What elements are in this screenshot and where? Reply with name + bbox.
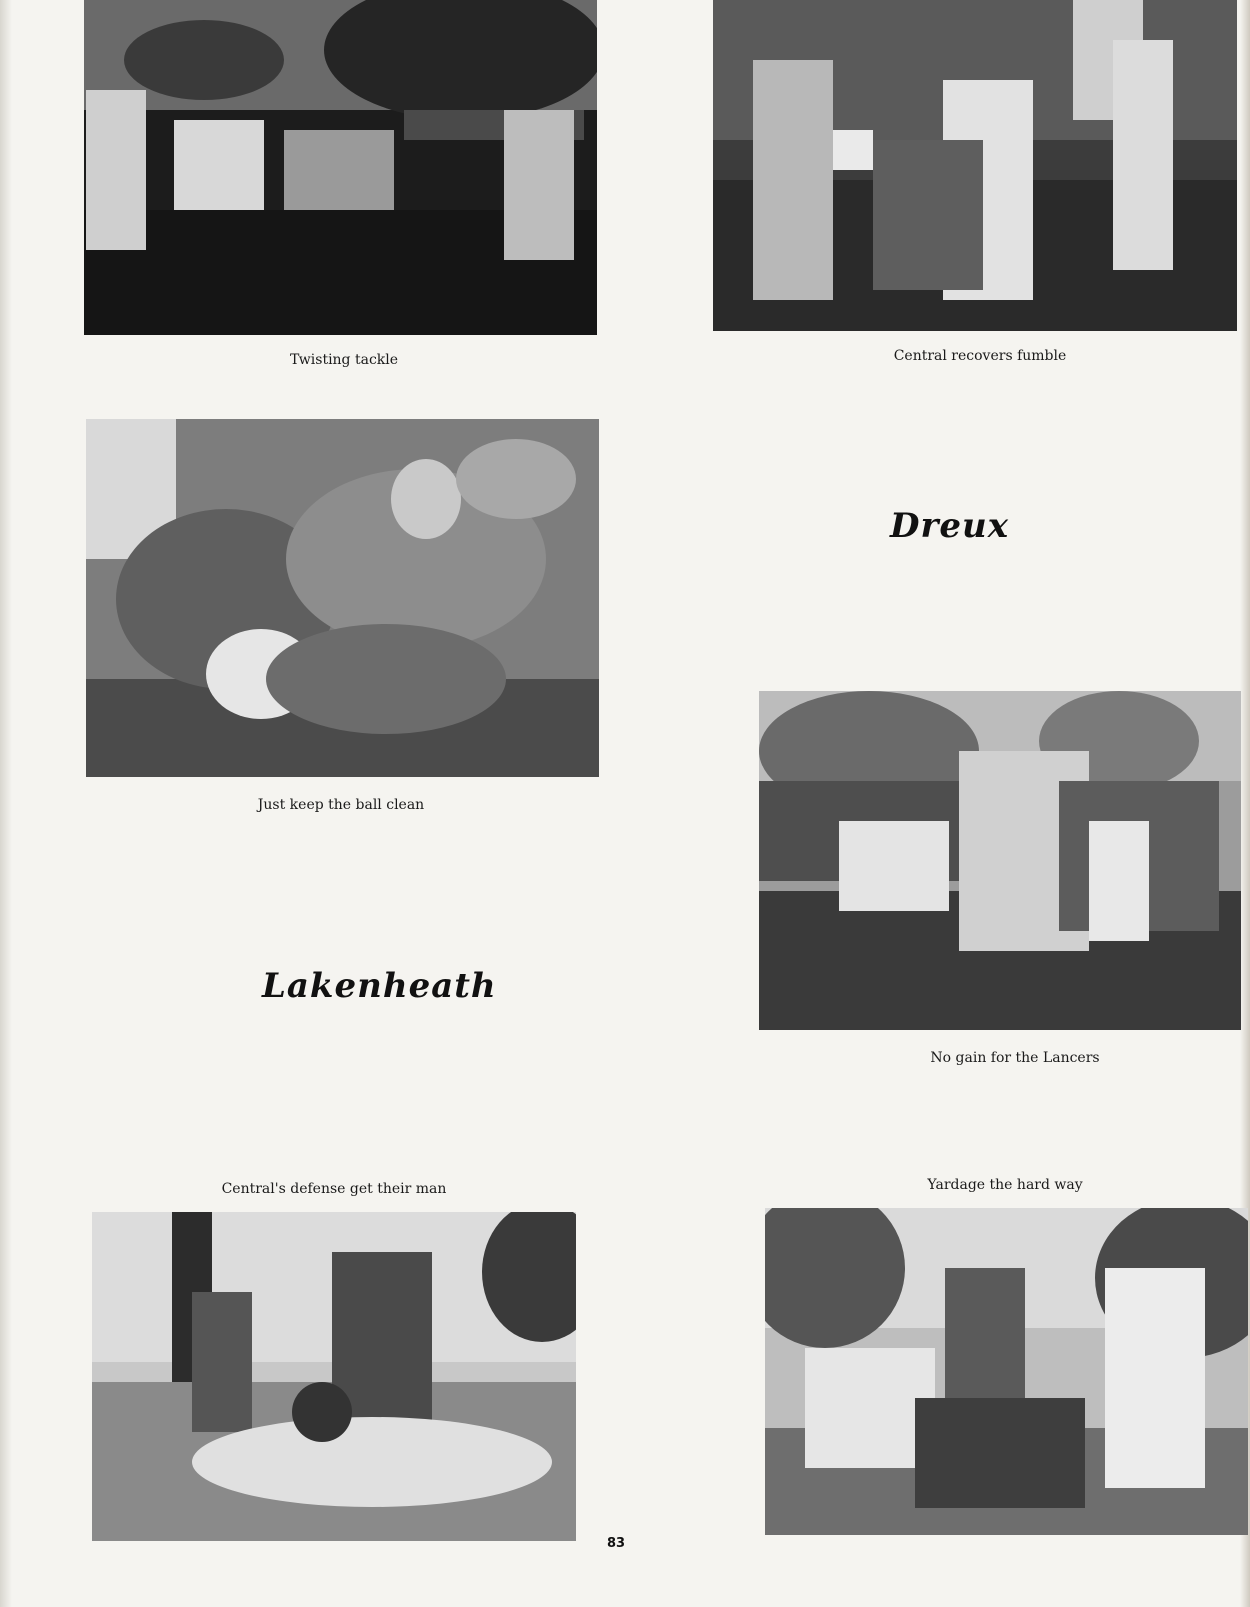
- photo-no-gain-for-the-lancers: [759, 691, 1241, 1030]
- heading-dreux: Dreux: [890, 506, 1010, 546]
- caption-yardage-the-hard-way: Yardage the hard way: [927, 1177, 1083, 1193]
- heading-lakenheath: Lakenheath: [262, 966, 497, 1006]
- page-left-edge: [0, 0, 12, 1607]
- photo-central-recovers-fumble: [713, 0, 1237, 331]
- caption-centrals-defense-get-their-man: Central's defense get their man: [221, 1181, 447, 1197]
- photo-centrals-defense-get-their-man: [92, 1212, 576, 1541]
- caption-no-gain-for-the-lancers: No gain for the Lancers: [930, 1050, 1100, 1066]
- caption-twisting-tackle: Twisting tackle: [289, 352, 399, 368]
- photo-yardage-the-hard-way: [765, 1208, 1248, 1535]
- caption-just-keep-the-ball-clean: Just keep the ball clean: [257, 797, 425, 813]
- photo-just-keep-the-ball-clean: [86, 419, 599, 777]
- photo-twisting-tackle: [84, 0, 597, 335]
- page-number: 83: [607, 1536, 626, 1551]
- caption-central-recovers-fumble: Central recovers fumble: [893, 348, 1067, 364]
